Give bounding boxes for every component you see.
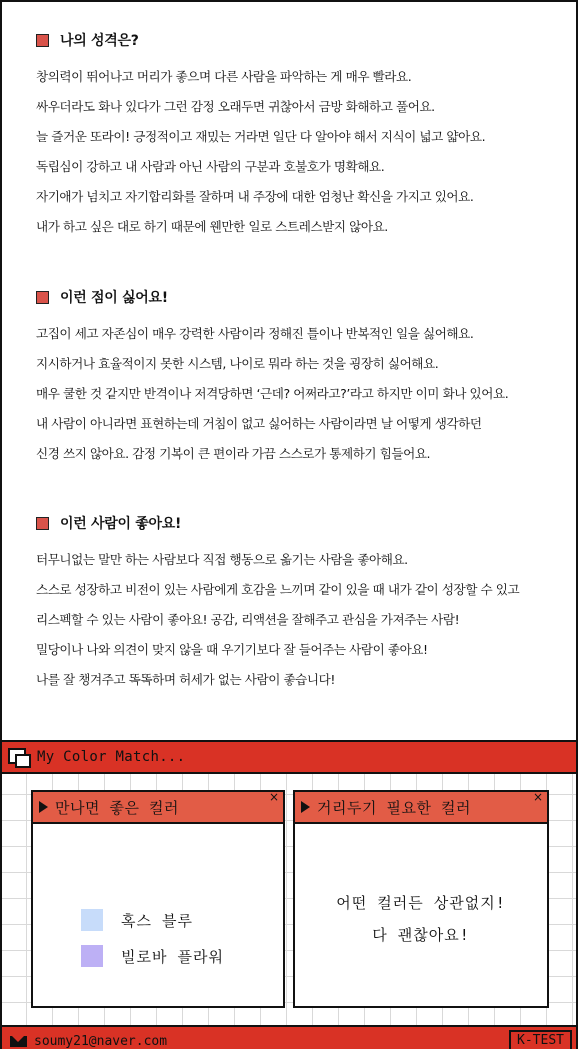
card-title: 거리두기 필요한 컬러: [317, 798, 471, 817]
section-heading: [36, 286, 566, 308]
heading-text: 이런 사람이 좋아요!: [60, 516, 182, 532]
color-swatch: [81, 945, 103, 967]
play-arrow-icon: [301, 801, 310, 813]
card-header: [33, 792, 283, 824]
card-message: [295, 887, 547, 951]
square-bullet-icon: [36, 291, 49, 304]
window-title: My Color Match...: [37, 749, 186, 765]
text-line: 독립심이 강하고 내 사람과 아닌 사람의 구분과 호불호가 명확해요.: [36, 159, 385, 174]
distance-color-card: [293, 790, 549, 1008]
card-title: 만나면 좋은 컬러: [55, 798, 179, 817]
section-heading: [36, 29, 566, 51]
message-line: 어떤 컬러든 상관없지!: [336, 894, 506, 912]
window-footer: [2, 1025, 576, 1049]
text-line: 지시하거나 효율적이지 못한 시스템, 나이로 뭐라 하는 것을 굉장히 싫어해요.: [36, 356, 439, 371]
close-icon[interactable]: ×: [268, 790, 279, 804]
close-icon[interactable]: ×: [532, 790, 543, 804]
message-line: 다 괜찮아요!: [372, 926, 470, 944]
text-line: 자기애가 넘치고 자기합리화를 잘하며 내 주장에 대한 엄청난 확신을 가지고 있어요.: [36, 189, 474, 204]
email-link[interactable]: soumy21@naver.com: [34, 1033, 168, 1049]
personality-content: [2, 2, 576, 740]
text-lines: [36, 545, 566, 695]
text-line: 신경 쓰지 않아요. 감정 기복이 큰 편이라 가끔 스스로가 통제하기 힘들어요.: [36, 446, 431, 461]
text-line: 창의력이 뛰어나고 머리가 좋으며 다른 사람을 파악하는 게 매우 빨라요.: [36, 69, 412, 84]
play-arrow-icon: [39, 801, 48, 813]
text-line: 내 사람이 아니라면 표현하는데 거침이 없고 싫어하는 사람이라면 날 어떻게 생각하던: [36, 416, 482, 431]
k-test-badge[interactable]: K-TEST: [509, 1030, 572, 1049]
section-likes: [36, 512, 566, 695]
text-line: 싸우더라도 화나 있다가 그런 감정 오래두면 귀찮아서 금방 화해하고 풀어요.: [36, 99, 435, 114]
color-item: [81, 902, 224, 938]
good-color-card: [31, 790, 285, 1008]
text-line: 내가 하고 싶은 대로 하기 때문에 웬만한 일로 스트레스받지 않아요.: [36, 219, 388, 234]
color-swatch: [81, 909, 103, 931]
text-line: 터무니없는 말만 하는 사람보다 직접 행동으로 옮기는 사람을 좋아해요.: [36, 552, 408, 567]
square-bullet-icon: [36, 34, 49, 47]
heading-text: 이런 점이 싫어요!: [60, 290, 168, 306]
color-match-window: [2, 740, 576, 1049]
section-heading: [36, 512, 566, 534]
text-line: 매우 쿨한 것 같지만 반격이나 저격당하면 ‘근데? 어쩌라고?’라고 하지만 이미 화나 있어요.: [36, 386, 509, 401]
color-list: [81, 902, 224, 974]
section-personality: [36, 29, 566, 242]
text-lines: [36, 62, 566, 242]
text-line: 스스로 성장하고 비전이 있는 사람에게 호감을 느끼며 같이 있을 때 내가 같이 성장할 수 있고: [36, 582, 520, 597]
color-name: 빌로바 플라워: [121, 947, 224, 966]
mail-icon: [10, 1036, 27, 1047]
text-line: 고집이 세고 자존심이 매우 강력한 사람이라 정해진 틀이나 반복적인 일을 싫어해요.: [36, 326, 474, 341]
square-bullet-icon: [36, 517, 49, 530]
section-dislikes: [36, 286, 566, 469]
text-line: 나를 잘 챙겨주고 똑똑하며 허세가 없는 사람이 좋습니다!: [36, 672, 335, 687]
windows-icon: [8, 746, 32, 768]
window-titlebar: [2, 742, 576, 774]
text-lines: [36, 319, 566, 469]
text-line: 리스펙할 수 있는 사람이 좋아요! 공감, 리액션을 잘해주고 관심을 가져주는 사람!: [36, 612, 460, 627]
card-header: [295, 792, 547, 824]
text-line: 늘 즐거운 또라이! 긍정적이고 재밌는 거라면 일단 다 알아야 해서 지식이 넓고 얇아요.: [36, 129, 486, 144]
heading-text: 나의 성격은?: [60, 33, 139, 49]
color-item: [81, 938, 224, 974]
color-name: 혹스 블루: [121, 911, 193, 930]
text-line: 밀당이나 나와 의견이 맞지 않을 때 우기기보다 잘 들어주는 사람이 좋아요!: [36, 642, 428, 657]
